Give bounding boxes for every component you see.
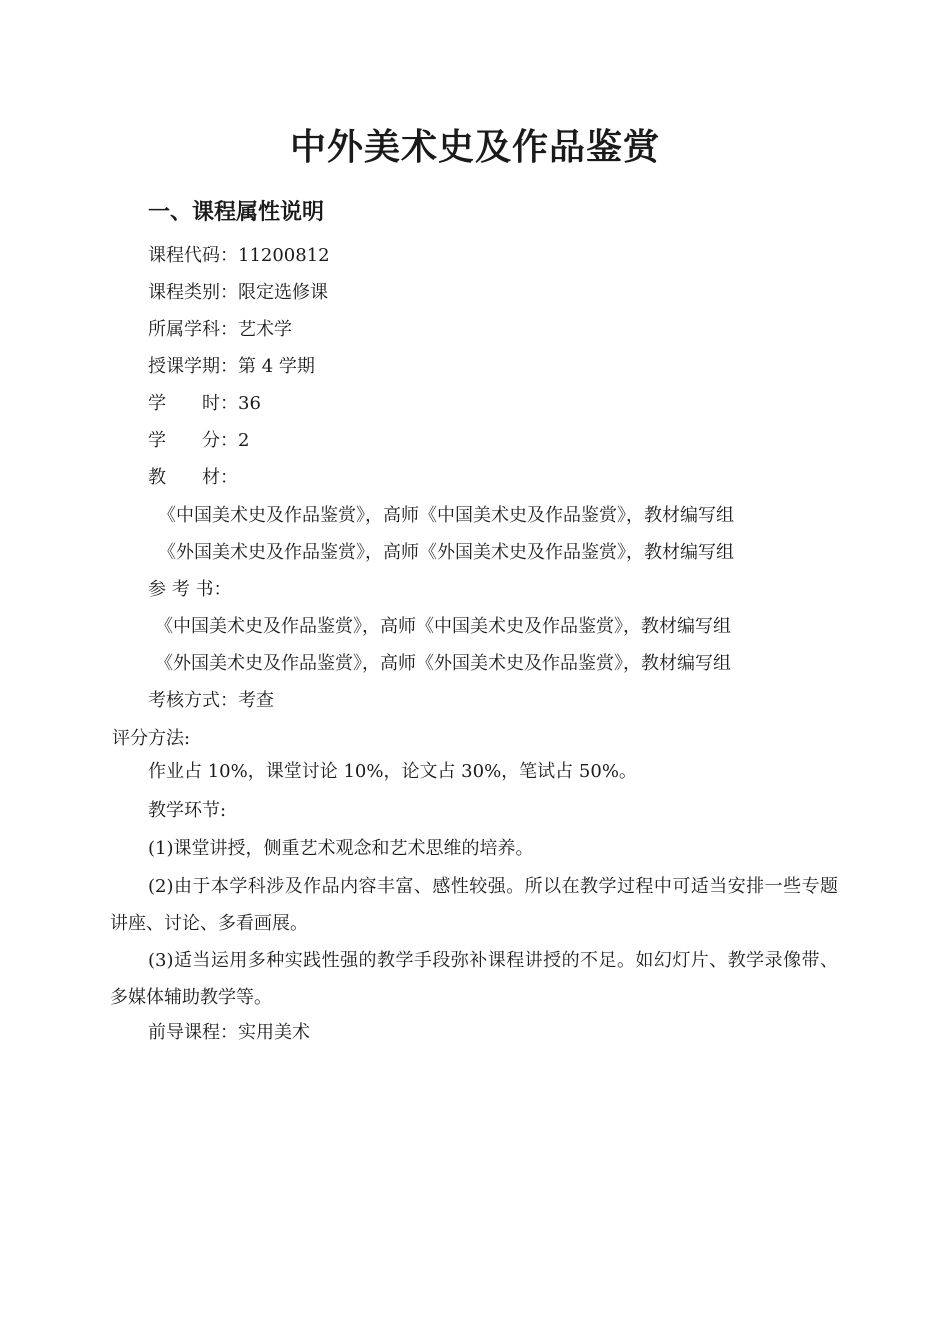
discipline: 所属学科：艺术学: [148, 319, 292, 340]
credits-value: 2: [238, 430, 250, 451]
assessment-method: 考核方式：考查: [148, 690, 274, 711]
textbook-item: 《中国美术史及作品鉴赏》，高师《中国美术史及作品鉴赏》，教材编写组: [158, 505, 734, 526]
reference-item: 《外国美术史及作品鉴赏》，高师《外国美术史及作品鉴赏》，教材编写组: [155, 653, 731, 674]
teaching-item: (2)由于本学科涉及作品内容丰富、感性较强。所以在教学过程中可适当安排一些专题讲座、讨论、多看画展。: [110, 876, 838, 934]
teaching-label: 教学环节:: [148, 800, 227, 821]
reference-label: 参 考 书：: [148, 579, 232, 600]
course-code: 课程代码：11200812: [148, 245, 330, 266]
prerequisite-course: 前导课程：实用美术: [148, 1022, 310, 1043]
teaching-item: (3)适当运用多种实践性强的教学手段弥补课程讲授的不足。如幻灯片、教学录像带、多媒体辅助教学等。: [110, 950, 838, 1008]
page-title: 中外美术史及作品鉴赏: [289, 127, 660, 168]
grading-label: 评分方法:: [112, 728, 191, 749]
credits-label: 学 分：: [148, 430, 238, 451]
semester: 授课学期：第 4 学期: [148, 356, 315, 377]
grading-detail: 作业占 10%，课堂讨论 10%，论文占 30%，笔试占 50%。: [148, 761, 637, 782]
section-heading-course-attributes: 一、课程属性说明: [148, 200, 325, 225]
hours-label: 学 时：: [148, 393, 238, 414]
textbook-label: 教 材：: [148, 467, 238, 488]
hours-value: 36: [238, 393, 261, 414]
teaching-item: (1)课堂讲授，侧重艺术观念和艺术思维的培养。: [148, 838, 534, 859]
reference-item: 《中国美术史及作品鉴赏》，高师《中国美术史及作品鉴赏》，教材编写组: [155, 616, 731, 637]
hours-row: [148, 391, 261, 417]
credits-row: [148, 428, 249, 454]
course-category: 课程类别：限定选修课: [148, 282, 328, 303]
textbook-item: 《外国美术史及作品鉴赏》，高师《外国美术史及作品鉴赏》，教材编写组: [158, 542, 734, 563]
